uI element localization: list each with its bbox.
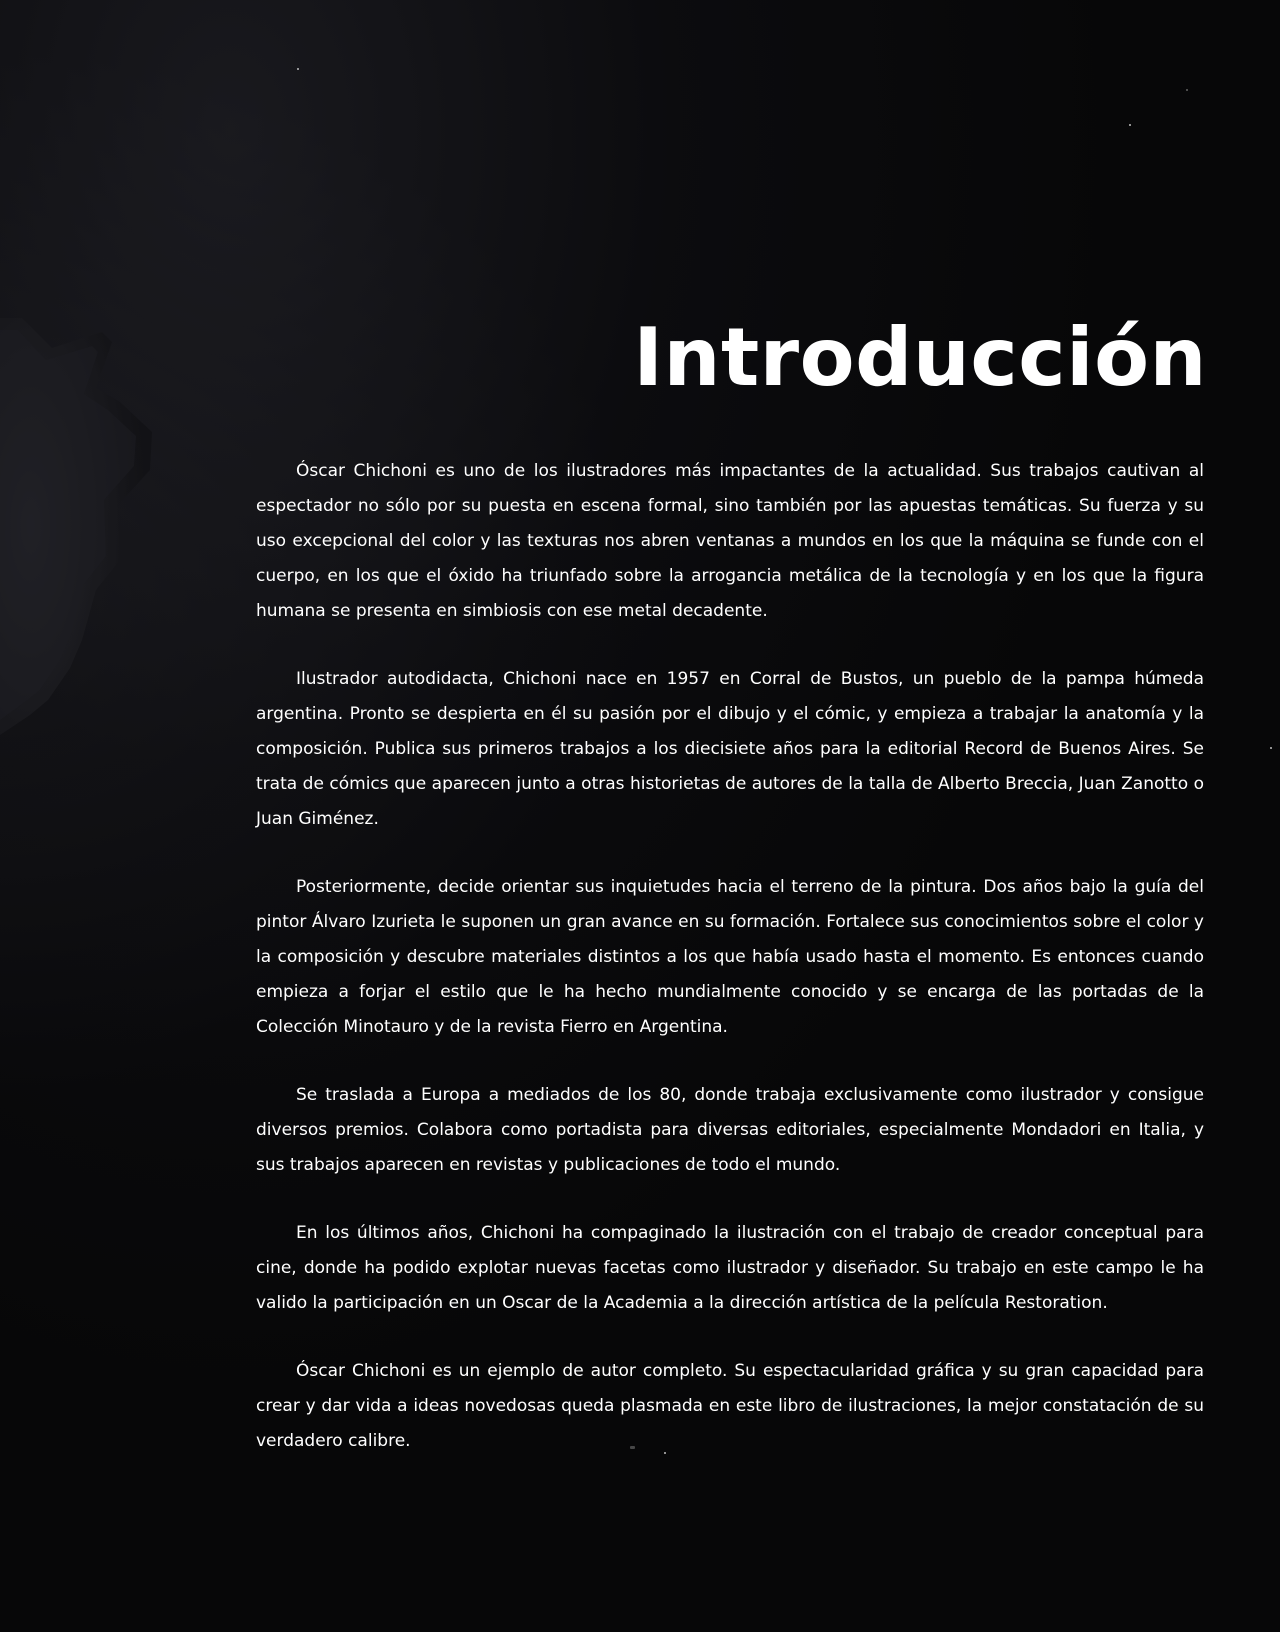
paragraph: En los últimos años, Chichoni ha compaginado la ilustración con el trabajo de creador conceptual para cine, donde ha podido explotar nuevas facetas como ilustrador y diseñador. Su trabajo en este campo le ha valido la participación en un Oscar de la Academia a la dirección artística de la película Restoration.	[256, 1223, 1204, 1313]
speck-decoration	[1129, 124, 1131, 126]
gear-silhouette-decoration	[0, 0, 200, 800]
paragraph: Óscar Chichoni es un ejemplo de autor completo. Su espectacularidad gráfica y su gran capacidad para crear y dar vida a ideas novedosas queda plasmada en este libro de ilustraciones, la mejor constatación de su verdadero calibre.	[256, 1361, 1204, 1451]
paragraph: Posteriormente, decide orientar sus inquietudes hacia el terreno de la pintura. Dos años bajo la guía del pintor Álvaro Izurieta le suponen un gran avance en su formación. Fortalece sus conocimientos sobre el color y la composición y descubre materiales distintos a los que había usado hasta el momento. Es entonces cuando empieza a forjar el estilo que le ha hecho mundialmente conocido y se encarga de las portadas de la Colección Minotauro y de la revista Fierro en Argentina.	[256, 877, 1204, 1037]
speck-decoration	[297, 68, 299, 70]
speck-decoration	[1270, 747, 1272, 749]
paragraph: Se traslada a Europa a mediados de los 80, donde trabaja exclusivamente como ilustrador y consigue diversos premios. Colabora como portadista para diversas editoriales, especialmente Mondadori en Italia, y sus trabajos aparecen en revistas y publicaciones de todo el mundo.	[256, 1085, 1204, 1175]
page-title: Introducción	[633, 311, 1207, 404]
speck-decoration	[1186, 89, 1188, 91]
paragraph: Ilustrador autodidacta, Chichoni nace en 1957 en Corral de Bustos, un pueblo de la pampa húmeda argentina. Pronto se despierta en él su pasión por el dibujo y el cómic, y empieza a trabajar la anatomía y la composición. Publica sus primeros trabajos a los diecisiete años para la editorial Record de Buenos Aires. Se trata de cómics que aparecen junto a otras historietas de autores de la talla de Alberto Breccia, Juan Zanotto o Juan Giménez.	[256, 669, 1204, 829]
introduction-body	[256, 454, 1204, 1492]
paragraph: Óscar Chichoni es uno de los ilustradores más impactantes de la actualidad. Sus trabajos cautivan al espectador no sólo por su puesta en escena formal, sino también por las apuestas temáticas. Su fuerza y su uso excepcional del color y las texturas nos abren ventanas a mundos en los que la máquina se funde con el cuerpo, en los que el óxido ha triunfado sobre la arrogancia metálica de la tecnología y en los que la figura humana se presenta en simbiosis con ese metal decadente.	[256, 461, 1204, 621]
